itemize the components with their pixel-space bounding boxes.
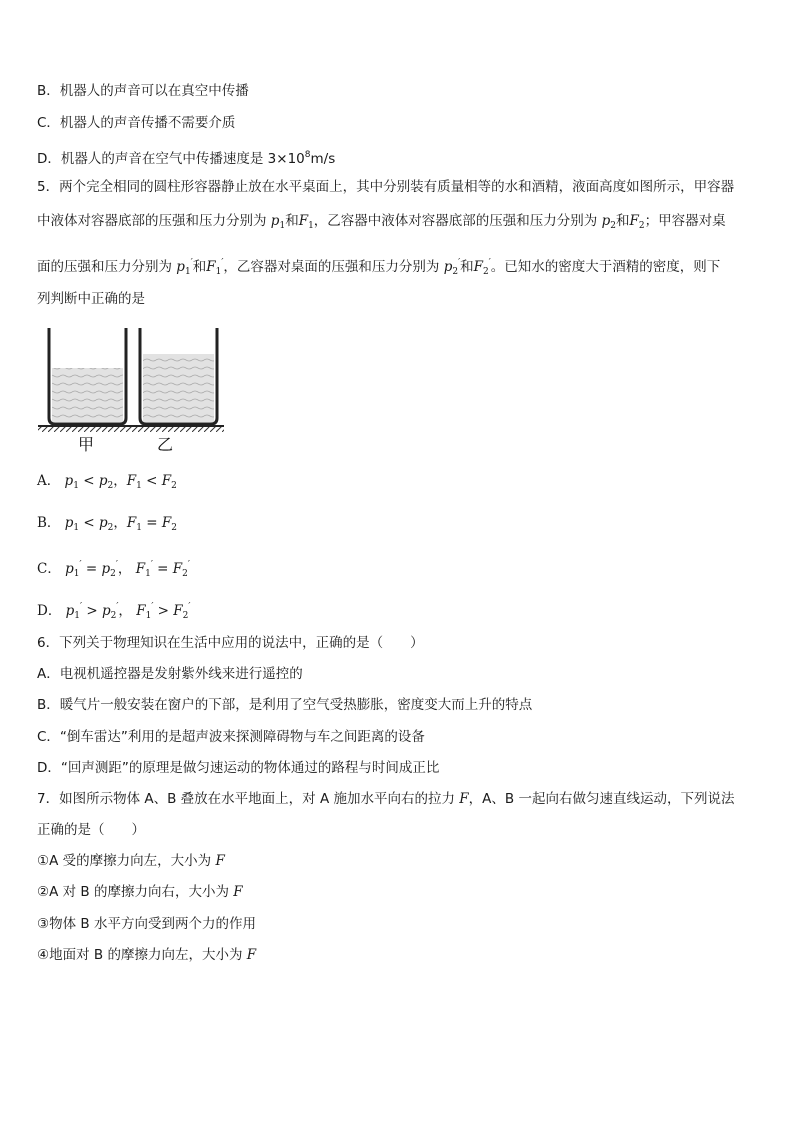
symbol-F1-prime: $F_1'$ — [206, 258, 224, 277]
q7-stem-line1 — [37, 790, 734, 808]
q5-stem-line1: 5．两个完全相同的圆柱形容器静止放在水平桌面上，其中分别装有质量相等的水和酒精，液面高度如图所示，甲容器 — [37, 179, 735, 195]
label-yi: 乙 — [157, 435, 174, 454]
q5-option-c: C． $p_1' = p_2'$， $F_1' = F_2'$ — [37, 560, 190, 579]
option-label: A． — [37, 473, 61, 489]
containers-figure — [36, 324, 226, 456]
symbol-p2: $p_2$ — [601, 213, 616, 231]
q7-text: ①A 受的摩擦力向左，大小为 — [37, 853, 212, 869]
q5-option-d: D． $p_1' > p_2'$， $F_1' > F_2'$ — [37, 602, 191, 621]
q5-text: ，乙容器中液体对容器底部的压强和压力分别为 — [313, 213, 598, 229]
q5-stem-line4: 列判断中正确的是 — [37, 291, 145, 307]
q7-statement-2 — [37, 883, 243, 901]
label-jia: 甲 — [78, 435, 95, 454]
q6-option-d: D．“回声测距”的原理是做匀速运动的物体通过的路程与时间成正比 — [37, 760, 440, 776]
q6-option-c: C．“倒车雷达”利用的是超声波来探测障碍物与车之间距离的设备 — [37, 729, 425, 745]
symbol-p1-prime: $p_1'$ — [176, 258, 193, 277]
q6-option-b: B．暖气片一般安装在窗户的下部，是利用了空气受热膨胀，密度变大而上升的特点 — [37, 697, 533, 713]
q5-text: 面的压强和压力分别为 — [37, 259, 172, 275]
symbol-F: F — [246, 947, 257, 963]
q4-option-d-exponent: 8 — [304, 150, 311, 160]
q7-text: ②A 对 B 的摩擦力向右，大小为 — [37, 884, 229, 900]
q5-text: 。已知水的密度大于酒精的密度，则下 — [490, 259, 721, 275]
symbol-F2: $F_2$ — [629, 213, 645, 231]
q6-option-a: A．电视机遥控器是发射紫外线来进行遥控的 — [37, 666, 303, 682]
q4-option-c: C．机器人的声音传播不需要介质 — [37, 115, 236, 131]
option-label: C． — [37, 561, 61, 577]
symbol-F: F — [459, 791, 469, 807]
q4-option-b: B．机器人的声音可以在真空中传播 — [37, 83, 249, 99]
q4-option-d-text: D．机器人的声音在空气中传播速度是 3×10 — [37, 151, 305, 167]
q7-statement-4 — [37, 946, 256, 964]
option-label: B． — [37, 515, 61, 531]
q7-stem-line2: 正确的是（ ） — [37, 822, 145, 838]
symbol-F: F — [233, 884, 243, 900]
q7-statement-3: ③物体 B 水平方向受到两个力的作用 — [37, 916, 256, 932]
q5-option-a: A． $p_1 < p_2$，$F_1 < F_2$ — [37, 473, 177, 491]
q5-text: 和 — [460, 259, 474, 275]
q6-stem: 6．下列关于物理知识在生活中应用的说法中，正确的是（ ） — [37, 635, 424, 651]
q5-text: 和 — [285, 213, 299, 229]
symbol-F2-prime: $F_2'$ — [473, 258, 491, 277]
q7-text: 7．如图所示物体 A、B 叠放在水平地面上，对 A 施加水平向右的拉力 — [37, 791, 455, 807]
q5-option-b: B． $p_1 < p_2$，$F_1 = F_2$ — [37, 515, 178, 533]
option-label: D． — [37, 603, 62, 619]
symbol-F: F — [215, 853, 225, 869]
q7-text: ，A、B 一起向右做匀速直线运动，下列说法 — [468, 791, 735, 807]
q7-statement-1 — [37, 852, 225, 870]
q5-stem-line2 — [37, 212, 726, 235]
q7-text: ④地面对 B 的摩擦力向左，大小为 — [37, 947, 243, 963]
symbol-p1: $p_1$ — [270, 213, 286, 231]
q5-text: 中液体对容器底部的压强和压力分别为 — [37, 213, 267, 229]
symbol-p2-prime: $p_2'$ — [443, 258, 461, 277]
q5-text: 和 — [615, 213, 630, 229]
q5-stem-line3 — [37, 254, 720, 281]
q4-option-d-unit: m/s — [310, 151, 336, 167]
q5-text: ；甲容器对桌 — [644, 213, 726, 229]
symbol-F1: $F_1$ — [298, 213, 314, 231]
q4-option-d — [37, 146, 335, 168]
q5-text: 和 — [192, 259, 207, 275]
q5-text: ，乙容器对桌面的压强和压力分别为 — [223, 259, 440, 275]
